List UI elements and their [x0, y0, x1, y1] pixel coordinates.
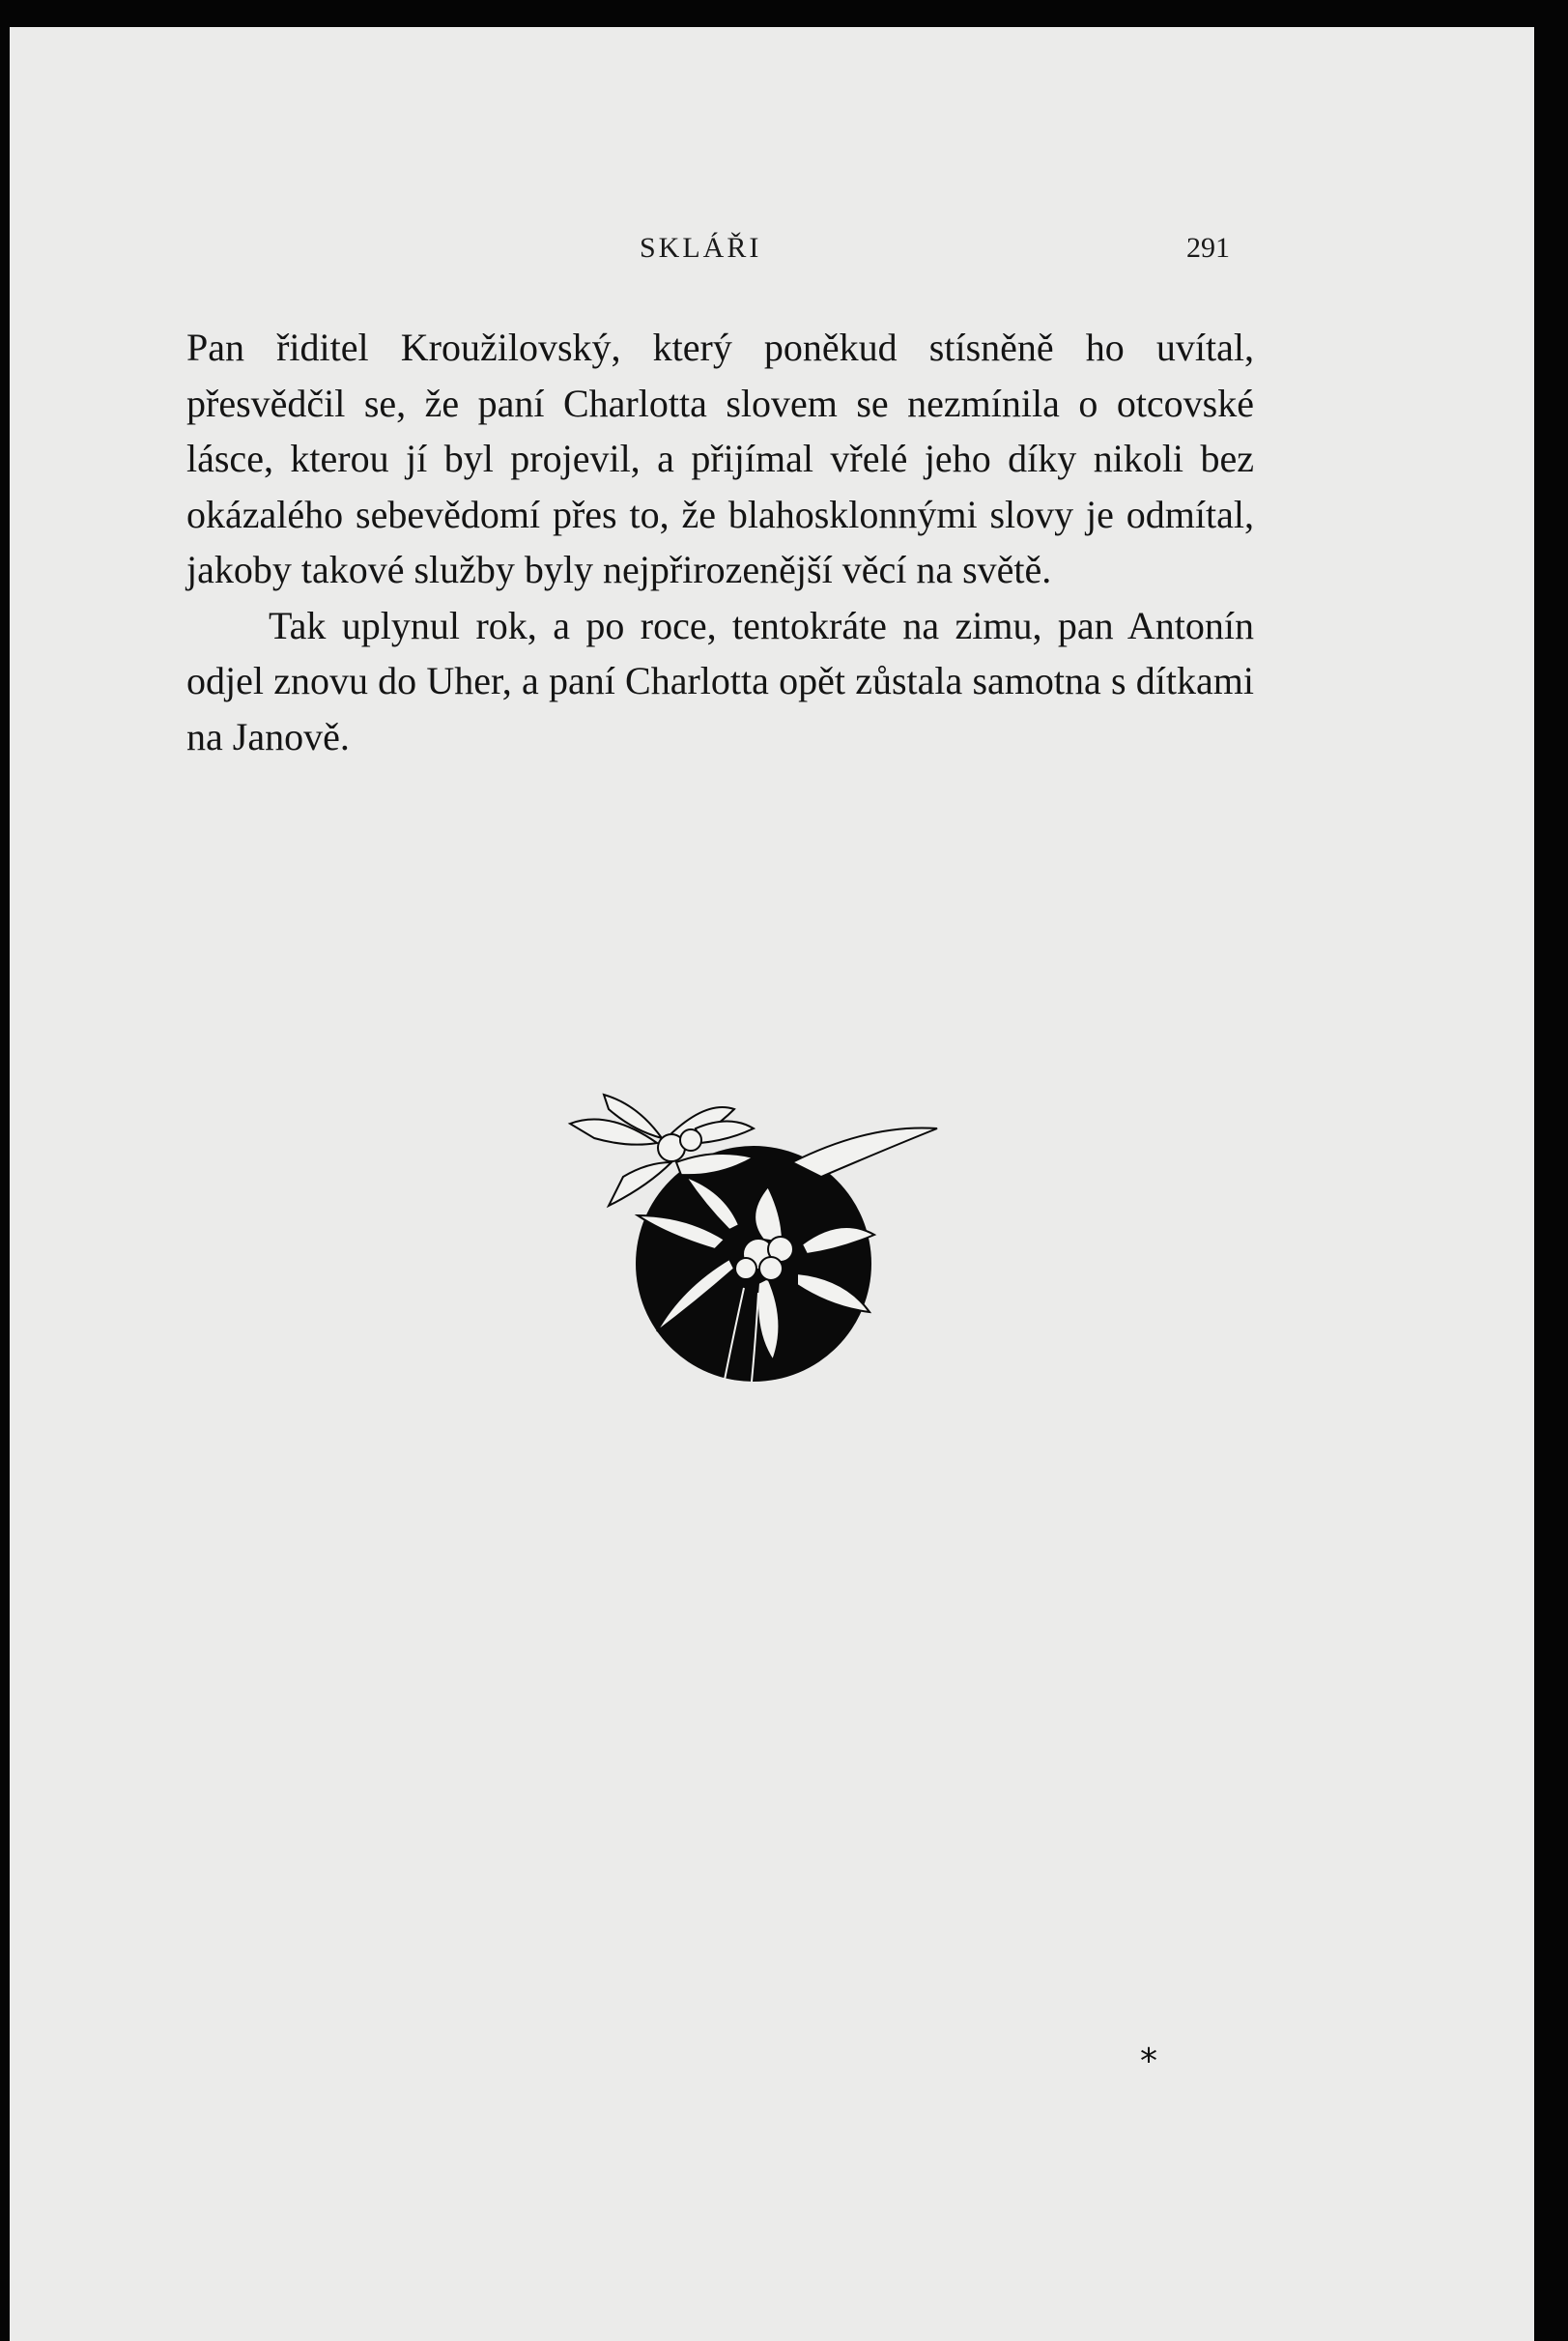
body-text [186, 320, 1254, 764]
page-mark: * [1140, 2041, 1157, 2081]
book-page [10, 27, 1534, 2341]
edelweiss-vignette-icon [551, 1071, 956, 1399]
paragraph-1: Pan řiditel Kroužilovský, který poněkud stísněně ho uvítal, přesvědčil se, že paní Charlotta slovem se nezmínila o otcovské lásce, kterou jí byl projevil, a přijímal vřelé jeho díky nikoli bez okázalého sebevědomí přes to, že blahosklonnými slovy je odmítal, jakoby takové služby byly nejpřirozenější věcí na světě. [186, 326, 1254, 591]
paragraph-2: Tak uplynul rok, a po roce, tentokráte na zimu, pan Antonín odjel znovu do Uher, a paní Charlotta opět zůstala samotna s dítkami na Janově. [186, 603, 1254, 758]
page-number: 291 [1186, 232, 1230, 264]
running-head: SKLÁŘI [640, 232, 762, 264]
